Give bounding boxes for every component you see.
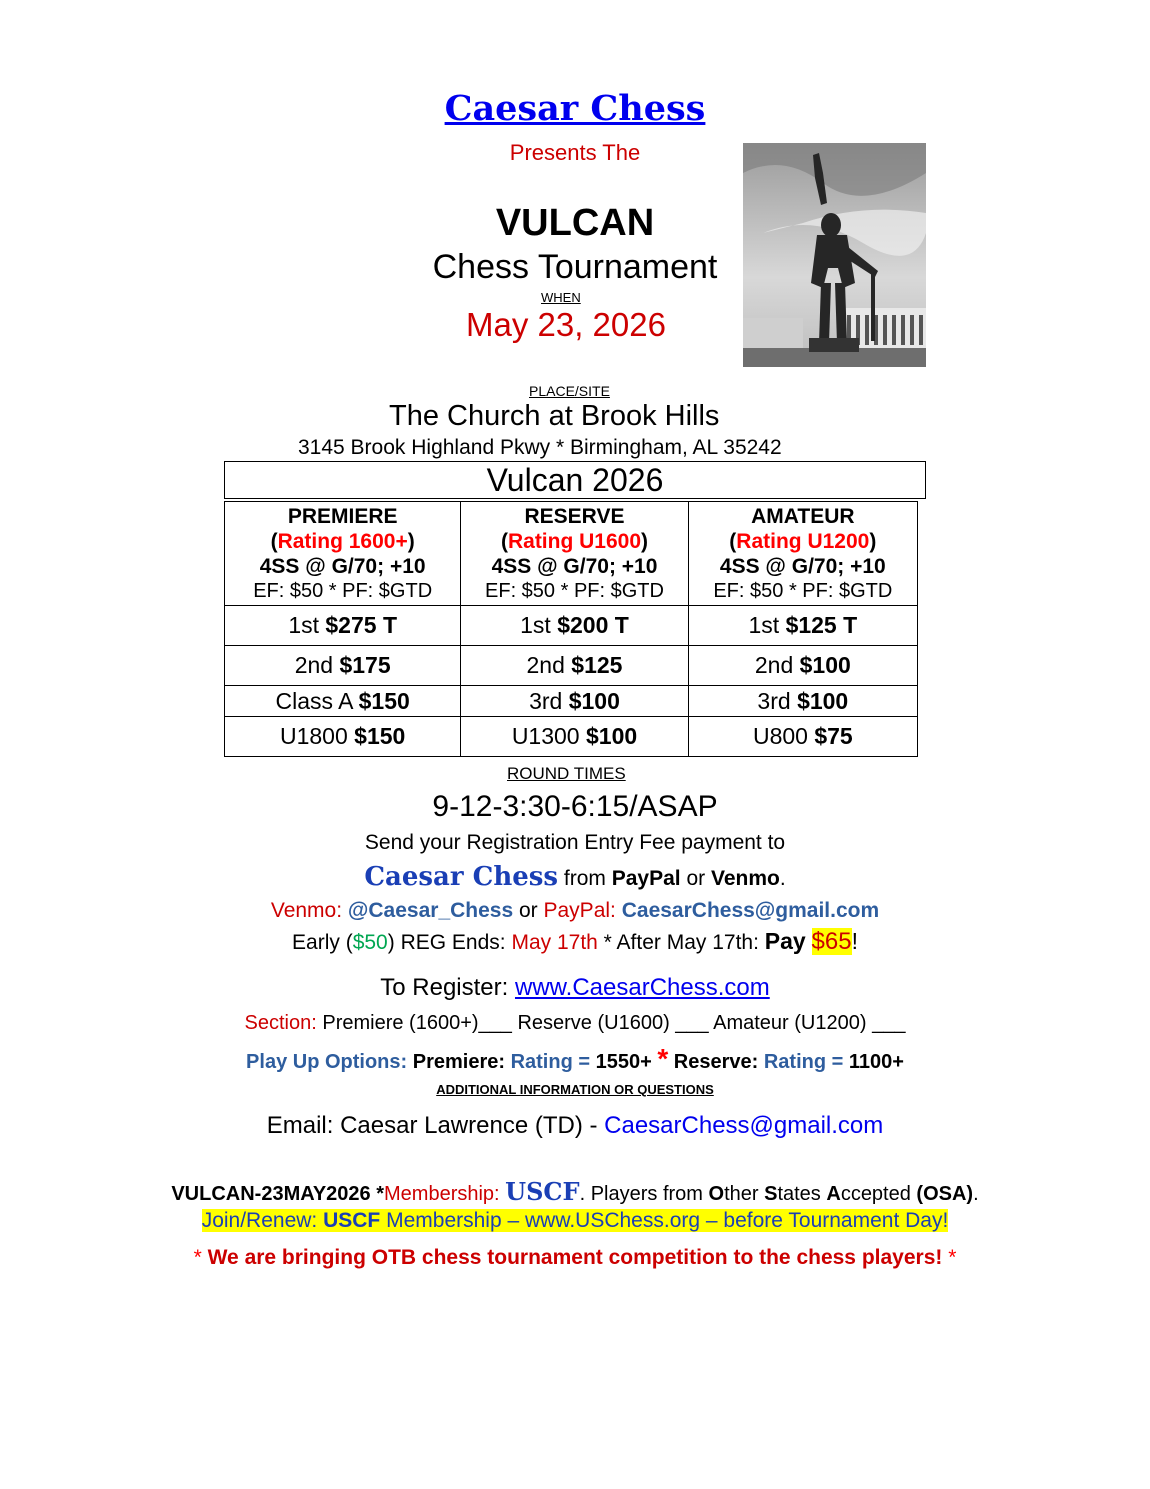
text-ccepted: ccepted — [840, 1183, 917, 1205]
rating-word: Rating = — [763, 1051, 849, 1073]
org-title[interactable] — [0, 88, 1150, 129]
section-rating: Rating U1600 — [507, 529, 642, 553]
rating-word: Rating = — [510, 1051, 596, 1073]
prize-cell — [461, 646, 688, 686]
reserve-value: 1100+ — [848, 1051, 904, 1073]
bang: ! — [851, 928, 858, 954]
prize-row-4 — [225, 717, 918, 757]
playup-reserve: Reserve: — [673, 1051, 764, 1073]
text-tates: tates — [777, 1183, 827, 1205]
section-name: RESERVE — [524, 504, 625, 528]
prize-label: 2nd — [754, 652, 794, 678]
section-rating: Rating 1600+ — [277, 529, 408, 553]
event-name: VULCAN — [495, 202, 655, 244]
prize-cell — [225, 606, 461, 646]
join-uscf: USCF — [323, 1209, 381, 1232]
contact-text: Email: Caesar Lawrence (TD) - — [266, 1112, 605, 1139]
venue-name: The Church at Brook Hills — [389, 400, 720, 432]
paren-close: ) — [641, 529, 649, 553]
join-renew-line — [0, 1209, 1150, 1233]
payment-org: Caesar Chess — [364, 862, 559, 892]
prize-label: U800 — [752, 723, 808, 749]
prize-cell — [461, 717, 688, 757]
section-header-premiere — [225, 502, 461, 606]
event-code: VULCAN-23MAY2026 * — [171, 1183, 385, 1205]
section-name: AMATEUR — [751, 504, 855, 528]
prize-label: 1st — [520, 612, 551, 638]
prize-amount: $100 — [797, 687, 849, 714]
venmo-label: Venmo: — [270, 899, 348, 922]
letter-o: O — [708, 1183, 725, 1205]
prize-amount: $125 T — [785, 612, 858, 638]
section-choice-line — [0, 1012, 1150, 1035]
paypal-email[interactable]: CaesarChess@gmail.com — [621, 899, 880, 922]
join-prefix: Join/Renew: — [201, 1209, 324, 1232]
prize-cell — [461, 606, 688, 646]
playup-label: Play Up Options: — [246, 1051, 413, 1073]
text-or: or — [680, 867, 711, 890]
early-date: May 17th — [511, 931, 598, 954]
round-times: 9-12-3:30-6:15/ASAP — [432, 790, 718, 823]
early-prefix: Early ( — [292, 931, 353, 954]
prize-cell — [225, 646, 461, 686]
paren-close: ) — [869, 529, 877, 553]
section-header-row — [225, 502, 918, 606]
prize-amount: $150 — [358, 687, 410, 714]
prize-cell — [688, 646, 917, 686]
section-rating-line — [461, 529, 687, 554]
premiere-value: 1550+ — [595, 1051, 652, 1073]
prize-amount: $100 — [799, 652, 851, 678]
section-fees: EF: $50 * PF: $GTD — [713, 579, 893, 602]
when-label: WHEN — [541, 290, 581, 305]
membership-line — [0, 1177, 1150, 1206]
prize-row-1 — [225, 606, 918, 646]
letter-a: A — [826, 1183, 841, 1205]
paren-open: ( — [500, 529, 508, 553]
text-from: from — [558, 867, 612, 890]
osa: (OSA) — [916, 1183, 974, 1205]
prize-label: Class A — [275, 687, 353, 714]
slogan-star: * — [193, 1246, 208, 1269]
after-text: * After May 17th: — [597, 931, 765, 954]
early-amount: $50 — [352, 931, 388, 954]
event-type: Chess Tournament — [432, 248, 718, 286]
prize-cell — [688, 606, 917, 646]
register-line — [0, 974, 1150, 1002]
section-rating-line — [225, 529, 460, 554]
prize-label: 2nd — [294, 652, 334, 678]
prize-table — [224, 501, 918, 757]
prize-cell — [461, 686, 688, 717]
section-header-reserve — [461, 502, 688, 606]
text-end: . — [973, 1183, 979, 1205]
table-title: Vulcan 2026 — [224, 461, 926, 499]
contact-email[interactable]: CaesarChess@gmail.com — [604, 1112, 884, 1139]
section-fees: EF: $50 * PF: $GTD — [253, 579, 433, 602]
prize-amount: $100 — [585, 723, 638, 749]
playup-premiere: Premiere: — [412, 1051, 511, 1073]
paren-close: ) — [407, 529, 415, 553]
venmo-word: Venmo — [710, 867, 780, 890]
slogan: We are bringing OTB chess tournament competition to the chess players! — [207, 1246, 943, 1269]
join-rest[interactable]: Membership – www.USChess.org – before Tournament Day! — [380, 1209, 949, 1232]
prize-amount: $175 — [339, 652, 391, 678]
org-title-link[interactable]: Caesar Chess — [444, 88, 706, 129]
presents-text: Presents The — [509, 140, 641, 165]
prize-label: 3rd — [529, 687, 563, 714]
register-label: To Register: — [380, 974, 515, 1001]
paren-open: ( — [729, 529, 737, 553]
slogan-star: * — [942, 1246, 957, 1269]
prize-amount: $275 T — [325, 612, 397, 638]
event-date: May 23, 2026 — [466, 306, 666, 343]
prize-row-2 — [225, 646, 918, 686]
prize-row-3 — [225, 686, 918, 717]
prize-label: 2nd — [526, 652, 565, 678]
paypal-word: PayPal — [611, 867, 681, 890]
text-or: or — [513, 899, 544, 922]
payment-methods-line — [0, 862, 1150, 892]
prize-cell — [225, 686, 461, 717]
letter-s: S — [764, 1183, 778, 1205]
register-url[interactable]: www.CaesarChess.com — [514, 974, 770, 1001]
section-options: Premiere (1600+)___ Reserve (U1600) ___ Amateur (U1200) ___ — [316, 1012, 906, 1034]
paypal-label: PayPal: — [543, 899, 622, 922]
prize-amount: $125 — [571, 652, 623, 678]
section-rating-line — [689, 529, 917, 554]
pay-word: Pay — [764, 928, 806, 954]
star-separator: * — [657, 1043, 669, 1074]
prize-cell — [225, 717, 461, 757]
prize-label: 1st — [288, 612, 319, 638]
uscf-word: USCF — [505, 1177, 580, 1206]
prize-amount: $75 — [814, 723, 853, 749]
late-amount: $65 — [811, 928, 852, 955]
venue-address: 3145 Brook Highland Pkwy * Birmingham, AL 35242 — [298, 436, 782, 459]
prize-cell — [688, 686, 917, 717]
section-label: Section: — [244, 1012, 317, 1034]
place-label: PLACE/SITE — [529, 383, 610, 399]
play-up-line — [0, 1043, 1150, 1075]
prize-label: 3rd — [757, 687, 791, 714]
payment-handles-line — [0, 899, 1150, 923]
text-period: . — [779, 867, 786, 890]
section-rating: Rating U1200 — [736, 529, 870, 553]
early-registration-line — [0, 928, 1150, 956]
section-header-amateur — [688, 502, 917, 606]
prize-amount: $100 — [568, 687, 620, 714]
section-format: 4SS @ G/70; +10 — [491, 554, 658, 578]
prize-label: U1800 — [279, 723, 348, 749]
section-format: 4SS @ G/70; +10 — [259, 554, 426, 578]
prize-amount: $150 — [354, 723, 406, 749]
payment-intro: Send your Registration Entry Fee payment to — [364, 831, 786, 854]
slogan-line — [0, 1246, 1150, 1270]
prize-label: U1300 — [511, 723, 580, 749]
contact-line — [0, 1112, 1150, 1140]
states-pre: . Players from — [579, 1183, 709, 1205]
round-times-label: ROUND TIMES — [507, 764, 626, 783]
section-fees: EF: $50 * PF: $GTD — [485, 579, 664, 602]
section-format: 4SS @ G/70; +10 — [719, 554, 886, 578]
venmo-handle[interactable]: @Caesar_Chess — [347, 899, 514, 922]
text-ther: ther — [724, 1183, 765, 1205]
vulcan-statue-photo — [743, 143, 926, 367]
early-mid: ) REG Ends: — [387, 931, 512, 954]
prize-label: 1st — [748, 612, 780, 638]
section-name: PREMIERE — [287, 504, 398, 528]
prize-amount: $200 T — [557, 612, 629, 638]
membership-label: Membership: — [384, 1183, 506, 1205]
paren-open: ( — [270, 529, 278, 553]
prize-cell — [688, 717, 917, 757]
contact-label: ADDITIONAL INFORMATION OR QUESTIONS — [436, 1082, 714, 1097]
